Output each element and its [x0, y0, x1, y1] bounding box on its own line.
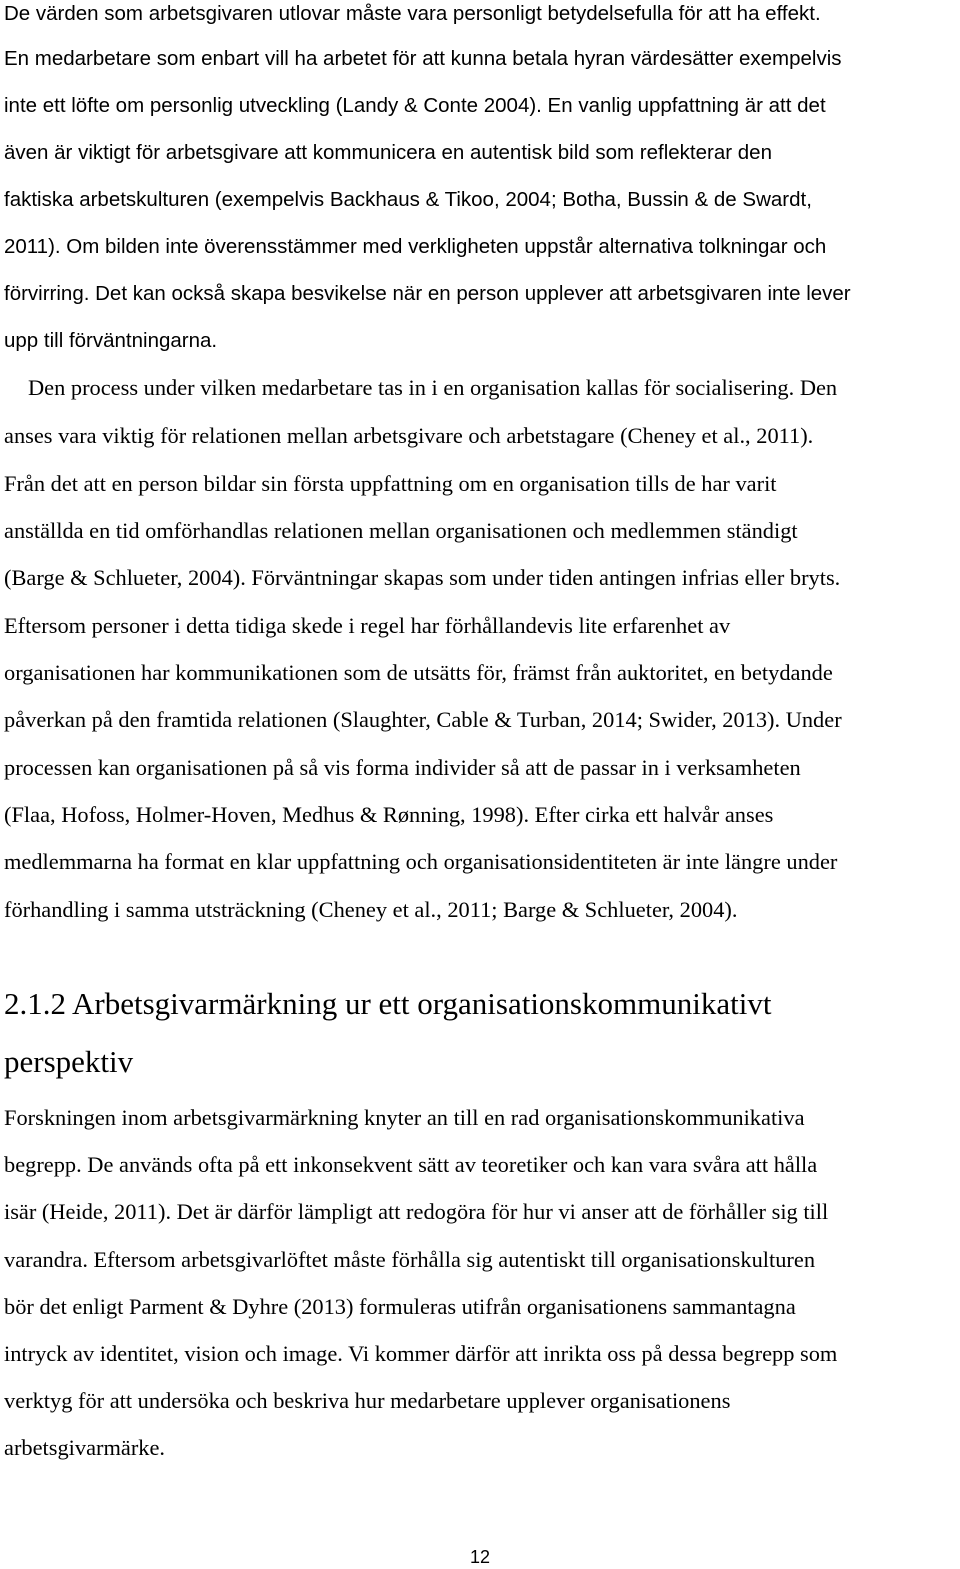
paragraph-line: påverkan på den framtida relationen (Slaughter, Cable & Turban, 2014; Swider, 2013). Under — [4, 707, 842, 732]
paragraph-line: inte ett löfte om personlig utveckling (Landy & Conte 2004). En vanlig uppfattning är att det — [4, 94, 826, 117]
paragraph-line: (Flaa, Hofoss, Holmer-Hoven, Medhus & Rønning, 1998). Efter cirka ett halvår anses — [4, 802, 774, 827]
paragraph-line: verktyg för att undersöka och beskriva hur medarbetare upplever organisationens — [4, 1388, 731, 1413]
paragraph-line: upp till förväntningarna. — [4, 329, 218, 352]
paragraph-line: isär (Heide, 2011). Det är därför lämpligt att redogöra för hur vi anser att de förhåller sig till — [4, 1199, 829, 1224]
paragraph-line: intryck av identitet, vision och image. Vi kommer därför att inrikta oss på dessa begrepp som — [4, 1341, 838, 1366]
paragraph-line: Den process under vilken medarbetare tas in i en organisation kallas för socialisering. Den — [28, 375, 838, 400]
paragraph-line: processen kan organisationen på så vis forma individer så att de passar in i verksamheten — [4, 755, 801, 780]
paragraph-line: 2011). Om bilden inte överensstämmer med verkligheten uppstår alternativa tolkningar och — [4, 235, 827, 258]
paragraph-line: förhandling i samma utsträckning (Cheney et al., 2011; Barge & Schlueter, 2004). — [4, 897, 738, 922]
paragraph-line: begrepp. De används ofta på ett inkonsekvent sätt av teoretiker och kan vara svåra att hålla — [4, 1152, 818, 1177]
paragraph-line: faktiska arbetskulturen (exempelvis Backhaus & Tikoo, 2004; Botha, Bussin & de Swardt, — [4, 188, 812, 211]
paragraph-line: De värden som arbetsgivaren utlovar måste vara personligt betydelsefulla för att ha effekt. — [4, 2, 821, 25]
paragraph-line: organisationen har kommunikationen som de utsätts för, främst från auktoritet, en betydande — [4, 660, 833, 685]
paragraph-line: medlemmarna ha format en klar uppfattning och organisationsidentiteten är inte längre under — [4, 849, 838, 874]
page-number: 12 — [469, 1547, 491, 1567]
section-heading-line: 2.1.2 Arbetsgivarmärkning ur ett organisationskommunikativt — [4, 986, 772, 1021]
paragraph-line: Från det att en person bildar sin första uppfattning om en organisation tills de har varit — [4, 471, 777, 496]
paragraph-line: Eftersom personer i detta tidiga skede i regel har förhållandevis lite erfarenhet av — [4, 613, 731, 638]
paragraph-line: varandra. Eftersom arbetsgivarlöftet måste förhålla sig autentiskt till organisationskulturen — [4, 1247, 816, 1272]
paragraph-line: bör det enligt Parment & Dyhre (2013) formuleras utifrån organisationens sammantagna — [4, 1294, 796, 1319]
paragraph-line: Forskningen inom arbetsgivarmärkning knyter an till en rad organisationskommunikativa — [4, 1105, 805, 1130]
section-heading-line: perspektiv — [4, 1044, 134, 1079]
paragraph-line: anses vara viktig för relationen mellan arbetsgivare och arbetstagare (Cheney et al., 2011). — [4, 423, 814, 448]
paragraph-line: En medarbetare som enbart vill ha arbetet för att kunna betala hyran värdesätter exempelvis — [4, 47, 842, 70]
paragraph-line: arbetsgivarmärke. — [4, 1435, 166, 1460]
paragraph-line: (Barge & Schlueter, 2004). Förväntningar skapas som under tiden antingen infrias eller bryts. — [4, 565, 841, 590]
paragraph-line: anställda en tid omförhandlas relationen mellan organisationen och medlemmen ständigt — [4, 518, 798, 543]
paragraph-line: även är viktigt för arbetsgivare att kommunicera en autentisk bild som reflekterar den — [4, 141, 772, 164]
paragraph-line: förvirring. Det kan också skapa besvikelse när en person upplever att arbetsgivaren inte lever — [4, 282, 851, 305]
